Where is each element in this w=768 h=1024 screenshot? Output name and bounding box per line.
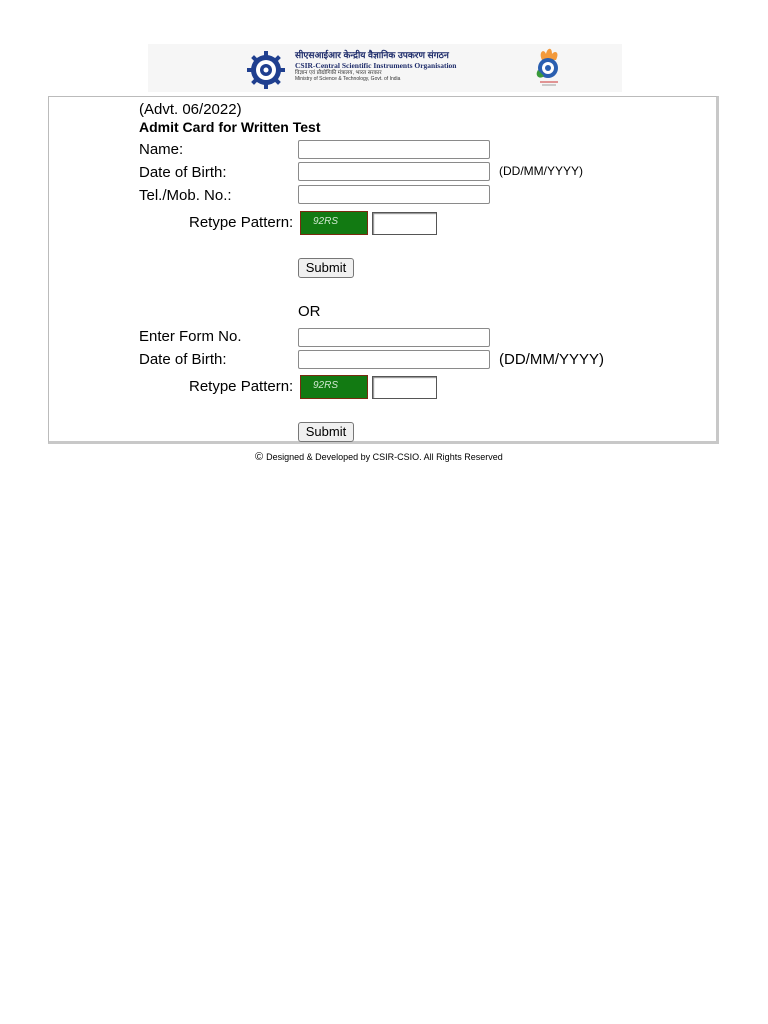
ministry-english: Ministry of Science & Technology, Govt. of India [295, 76, 401, 82]
name-input[interactable] [298, 140, 490, 159]
captcha-input[interactable] [372, 212, 437, 235]
form-number-input[interactable] [298, 328, 490, 347]
advertisement-number: (Advt. 06/2022) [139, 101, 242, 118]
dob2-input[interactable] [298, 350, 490, 369]
submit2-button[interactable]: Submit [298, 422, 354, 442]
org-hindi-name: सीएसआईआर केन्द्रीय वैज्ञानिक उपकरण संगठन [295, 50, 449, 60]
retype-pattern2-label: Retype Pattern: [189, 378, 294, 395]
tel-input[interactable] [298, 185, 490, 204]
captcha2-image: 92RS [300, 375, 368, 399]
dob-input[interactable] [298, 162, 490, 181]
name-label: Name: [139, 141, 184, 158]
dob2-label: Date of Birth: [139, 351, 227, 368]
dob-label: Date of Birth: [139, 164, 227, 181]
dob2-format-hint: (DD/MM/YYYY) [499, 351, 604, 368]
copyright-icon: © [255, 451, 264, 463]
or-separator: OR [298, 303, 321, 320]
footer-copyright [255, 451, 503, 463]
dob-format-hint: (DD/MM/YYYY) [499, 164, 583, 178]
tel-label: Tel./Mob. No.: [139, 187, 232, 204]
submit-button[interactable]: Submit [298, 258, 354, 278]
org-english-name: CSIR-Central Scientific Instruments Organisation [295, 61, 457, 70]
ministry-hindi: विज्ञान एवं प्रौद्योगिकी मंत्रालय, भारत सरकार [295, 69, 382, 76]
csir-gear-logo-icon [246, 50, 286, 90]
75-years-logo-icon [528, 46, 568, 90]
captcha2-input[interactable] [372, 376, 437, 399]
org-title-block [295, 51, 456, 82]
form-number-label: Enter Form No. [139, 328, 242, 345]
retype-pattern-label: Retype Pattern: [189, 214, 294, 231]
footer-text: Designed & Developed by CSIR-CSIO. All Rights Reserved [266, 452, 503, 462]
captcha-image: 92RS [300, 211, 368, 235]
form-title: Admit Card for Written Test [139, 119, 321, 135]
